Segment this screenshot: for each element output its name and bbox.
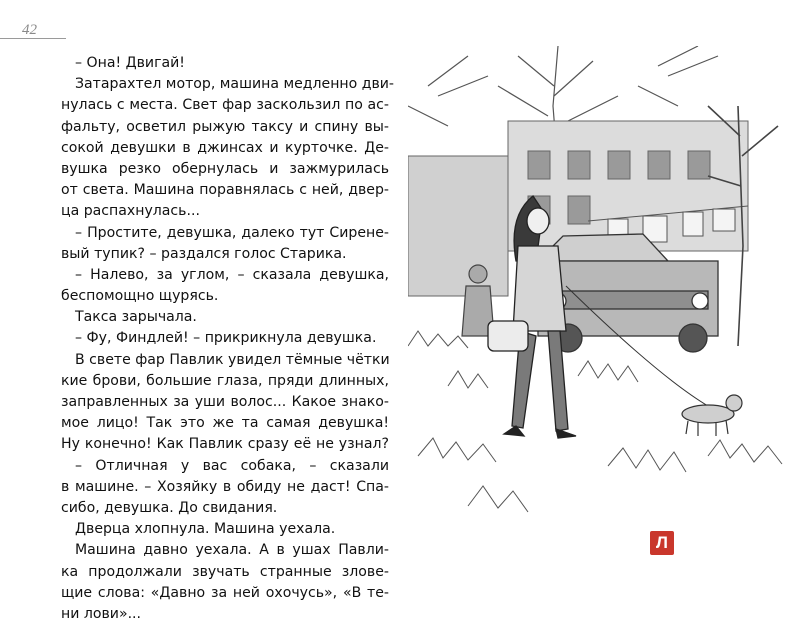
text-line: – Фу, Финдлей! – прикрикнула девушка.: [75, 330, 377, 347]
text-line: – Простите, девушка, далеко тут Сирене-: [75, 224, 389, 241]
text-line: Дверца хлопнула. Машина уехала.: [75, 521, 336, 538]
text-line: фальту, осветил рыжую таксу и спину вы-: [61, 118, 389, 135]
text-line: нулась с места. Свет фар заскользил по ас-: [61, 97, 389, 114]
text-line: в машине. – Хозяйку в обиду не даст! Спа-: [61, 478, 389, 495]
text-line: Затарахтел мотор, машина медленно дви-: [75, 76, 395, 93]
body-text: [61, 53, 395, 625]
text-line: сибо, девушка. До свидания.: [61, 499, 278, 516]
text-line: заправленных за уши волос... Какое знако-: [61, 394, 389, 410]
text-line: мое лицо! Так это же та самая девушка!: [61, 415, 389, 432]
text-line: ка продолжали звучать странные злове-: [61, 563, 389, 580]
text-line: – Налево, за углом, – сказала девушка,: [75, 266, 389, 283]
text-line: вый тупик? – раздался голос Старика.: [61, 245, 347, 262]
text-line: ни лови»...: [61, 605, 142, 622]
text-line: – Отличная у вас собака, – сказали: [75, 457, 389, 474]
page-number: 42: [22, 22, 37, 38]
text-line: щие слова: «Давно за ней охочусь», «В те-: [61, 584, 389, 601]
publisher-logo-letter: Л: [656, 533, 668, 552]
text-line: от света. Машина поравнялась с ней, двер-: [61, 182, 389, 199]
text-line: – Она! Двигай!: [75, 55, 185, 71]
text-line: сокой девушки в джинсах и курточке. Де-: [61, 139, 389, 156]
text-line: Ну конечно! Как Павлик сразу её не узнал?: [61, 436, 389, 453]
dog-icon: [682, 395, 742, 436]
text-line: Такса зарычала.: [75, 309, 197, 326]
publisher-logo: [650, 531, 674, 555]
text-line: ца распахнулась...: [61, 203, 200, 220]
text-line: Машина давно уехала. А в ушах Павли-: [75, 542, 389, 559]
text-line: вушка резко обернулась и зажмурилась: [61, 160, 389, 177]
pencil-sketch-illustration: [408, 46, 792, 526]
car-icon: [538, 234, 718, 352]
text-line: В свете фар Павлик увидел тёмные чётки: [75, 351, 390, 368]
text-line: кие брови, большие глаза, пряди длинных,: [61, 372, 389, 389]
header-rule: [0, 38, 66, 39]
text-line: беспомощно щурясь.: [61, 288, 219, 305]
